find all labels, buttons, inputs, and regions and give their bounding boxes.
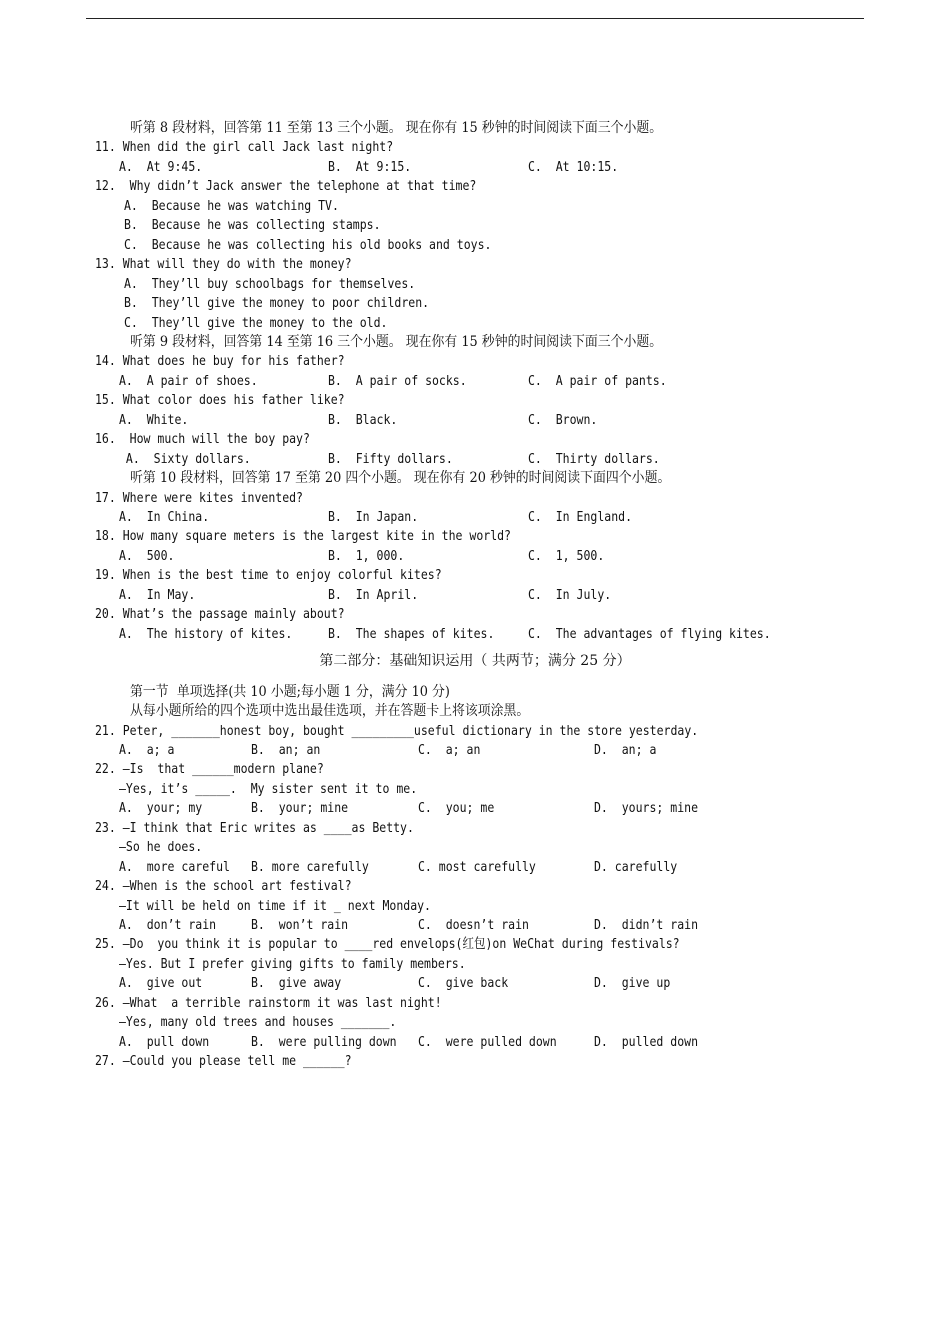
dialogue-reply-q23r: —So he does. (119, 840, 203, 856)
option-q18o-a: A. 500. (119, 548, 175, 564)
option-q21o-a: A. a; a (119, 742, 175, 758)
dialogue-reply-q22r: —Yes, it’s _____. My sister sent it to me. (119, 781, 418, 797)
option-q19o-b: B. In April. (328, 587, 419, 603)
option-q12c: C. Because he was collecting his old books and toys. (124, 237, 492, 253)
option-q18o-c: C. 1, 500. (528, 548, 605, 564)
question-q15: 15. What color does his father like? (95, 393, 345, 409)
option-q20o-c: C. The advantages of flying kites. (528, 626, 771, 642)
option-q25o-d: D. give up (594, 976, 671, 992)
option-q21o-b: B. an; an (251, 742, 321, 758)
section-one-instructions: 从每小题所给的四个选项中选出最佳选项，并在答题卡上将该项涂黑。 (130, 703, 530, 720)
option-q13c: C. They’ll give the money to the old. (124, 315, 388, 331)
option-q24o-a: A. don’t rain (119, 918, 217, 933)
option-q15o-b: B. Black. (328, 412, 398, 428)
option-q17o-b: B. In Japan. (328, 510, 419, 525)
option-q18o-b: B. 1, 000. (328, 548, 405, 564)
top-rule (86, 18, 864, 19)
option-q23o-d: D. carefully (594, 859, 678, 875)
section-header-s9: 听第 9 段材料，回答第 14 至第 16 三个小题。 现在你有 15 秒钟的时间阅读下面三个小题。 (130, 333, 663, 350)
option-q26o-a: A. pull down (119, 1034, 210, 1050)
question-q25: 25. —Do you think it is popular to ____red envelops(红包)on WeChat during festivals? (95, 937, 680, 953)
option-q22o-c: C. you; me (418, 801, 495, 817)
option-q26o-d: D. pulled down (594, 1034, 699, 1050)
option-q24o-c: C. doesn’t rain (418, 918, 529, 933)
question-q11: 11. When did the girl call Jack last night? (95, 140, 394, 156)
option-q11o-b: B. At 9:15. (328, 159, 412, 175)
option-q16o-b: B. Fifty dollars. (328, 451, 453, 467)
question-q22: 22. —Is that ______modern plane? (95, 762, 324, 778)
option-q11o-c: C. At 10:15. (528, 159, 619, 175)
question-q14: 14. What does he buy for his father? (95, 354, 345, 370)
question-q21: 21. Peter, _______honest boy, bought _________useful dictionary in the store yesterday. (95, 723, 699, 739)
option-q12a: A. Because he was watching TV. (124, 198, 339, 214)
option-q11o-a: A. At 9:45. (119, 159, 203, 175)
option-q23o-c: C. most carefully (418, 859, 536, 875)
question-q16: 16. How much will the boy pay? (95, 432, 310, 448)
dialogue-reply-q24r: —It will be held on time if it _ next Monday. (119, 898, 432, 914)
option-q21o-d: D. an; a (594, 742, 657, 758)
question-q17: 17. Where were kites invented? (95, 490, 303, 506)
option-q24o-b: B. won’t rain (251, 918, 349, 933)
question-q18: 18. How many square meters is the largest kite in the world? (95, 529, 511, 545)
question-q27: 27. —Could you please tell me ______? (95, 1054, 352, 1070)
option-q20o-a: A. The history of kites. (119, 626, 293, 642)
option-q14o-a: A. A pair of shoes. (119, 373, 258, 389)
option-q12b: B. Because he was collecting stamps. (124, 218, 381, 234)
option-q16o-a: A. Sixty dollars. (119, 451, 251, 467)
option-q26o-b: B. were pulling down (251, 1034, 397, 1050)
option-q21o-c: C. a; an (418, 742, 481, 758)
part-two-title: 第二部分：基础知识运用（ 共两节；满分 25 分） (319, 653, 631, 670)
option-q19o-a: A. In May. (119, 587, 196, 603)
question-q26: 26. —What a terrible rainstorm it was last night! (95, 995, 442, 1011)
option-q24o-d: D. didn’t rain (594, 918, 699, 933)
question-q20: 20. What’s the passage mainly about? (95, 607, 345, 623)
dialogue-reply-q25r: —Yes. But I prefer giving gifts to family members. (119, 956, 466, 972)
option-q22o-a: A. your; my (119, 801, 203, 817)
option-q25o-b: B. give away (251, 976, 342, 992)
option-q15o-a: A. White. (119, 412, 189, 428)
section-header-s10: 听第 10 段材料，回答第 17 至第 20 四个小题。 现在你有 20 秒钟的时间阅读下面四个小题。 (130, 470, 671, 487)
question-q23: 23. —I think that Eric writes as ____as Betty. (95, 820, 414, 836)
option-q13a: A. They’ll buy schoolbags for themselves. (124, 276, 416, 292)
question-q24: 24. —When is the school art festival? (95, 879, 352, 895)
option-q15o-c: C. Brown. (528, 412, 598, 428)
dialogue-reply-q26r: —Yes, many old trees and houses _______. (119, 1015, 397, 1031)
option-q17o-a: A. In China. (119, 510, 210, 525)
option-q17o-c: C. In England. (528, 510, 633, 525)
option-q23o-b: B. more carefully (251, 859, 369, 875)
option-q25o-c: C. give back (418, 976, 509, 992)
option-q25o-a: A. give out (119, 976, 203, 992)
option-q26o-c: C. were pulled down (418, 1034, 557, 1050)
option-q14o-b: B. A pair of socks. (328, 373, 467, 389)
option-q16o-c: C. Thirty dollars. (528, 451, 660, 467)
option-q19o-c: C. In July. (528, 587, 612, 603)
question-q19: 19. When is the best time to enjoy colorful kites? (95, 568, 442, 584)
question-q13: 13. What will they do with the money? (95, 257, 352, 273)
option-q22o-d: D. yours; mine (594, 801, 699, 817)
option-q13b: B. They’ll give the money to poor children. (124, 296, 430, 312)
option-q14o-c: C. A pair of pants. (528, 373, 667, 389)
section-one-title: 第一节 单项选择(共 10 小题;每小题 1 分，满分 10 分) (130, 683, 450, 700)
option-q20o-b: B. The shapes of kites. (328, 626, 495, 642)
section-header-s8: 听第 8 段材料，回答第 11 至第 13 三个小题。 现在你有 15 秒钟的时间阅读下面三个小题。 (130, 120, 663, 136)
question-q12: 12. Why didn’t Jack answer the telephone at that time? (95, 179, 477, 195)
option-q23o-a: A. more careful (119, 859, 230, 875)
option-q22o-b: B. your; mine (251, 801, 349, 817)
